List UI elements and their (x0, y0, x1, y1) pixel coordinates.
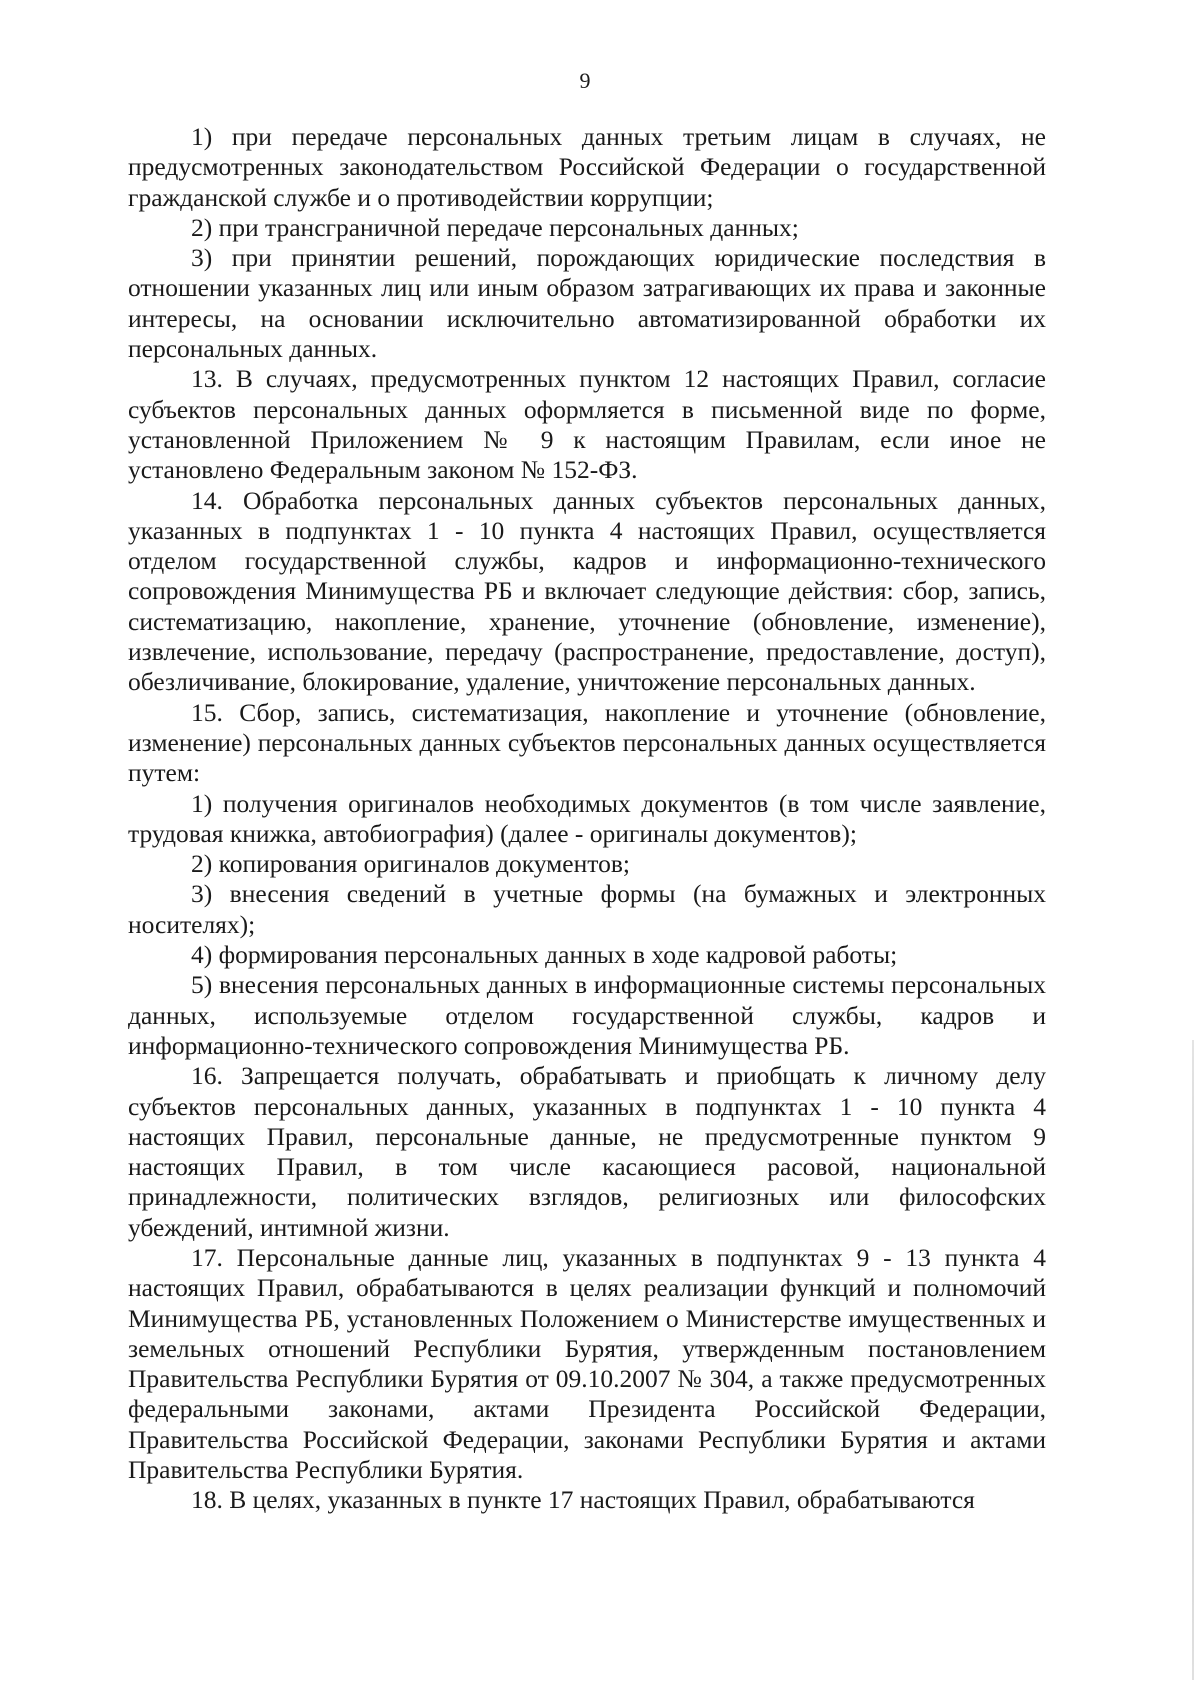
document-body (128, 122, 1046, 1516)
paragraph-clause-15-item-2: 2) копирования оригиналов документов; (191, 849, 630, 879)
paragraph-clause-13: 13. В случаях, предусмотренных пунктом 12 настоящих Правил, согласие субъектов персональных данных оформляется в письменной виде по форме, установленной Приложением № 9 к настоящим Правилам, если иное не установлено Федеральным законом № 152-ФЗ. (128, 364, 1046, 485)
paragraph-clause-15-item-1: 1) получения оригиналов необходимых документов (в том числе заявление, трудовая книжка, автобиография) (далее - оригиналы документов); (128, 788, 1046, 848)
paragraph-clause-16: 16. Запрещается получать, обрабатывать и приобщать к личному делу субъектов персональных данных, указанных в подпунктах 1 - 10 пункта 4 настоящих Правил, персональные данные, не предусмотренные пунктом 9 настоящих Правил, в том числе касающиеся расовой, национальной принадлежности, политических взглядов, религиозных или философских убеждений, интимной жизни. (128, 1061, 1046, 1242)
paragraph-clause-14: 14. Обработка персональных данных субъектов персональных данных, указанных в подпунктах 1 - 10 пункта 4 настоящих Правил, осуществляется отделом государственной службы, кадров и информационно-технического сопровождения Минимущества РБ и включает следующие действия: сбор, запись, систематизацию, накопление, хранение, уточнение (обновление, изменение), извлечение, использование, передачу (распространение, предоставление, доступ), обезличивание, блокирование, удаление, уничтожение персональных данных. (128, 485, 1046, 697)
paragraph-clause-15-item-3: 3) внесения сведений в учетные формы (на бумажных и электронных носителях); (128, 879, 1046, 939)
page-number: 9 (579, 68, 591, 93)
paragraph-clause-15-item-4: 4) формирования персональных данных в ходе кадровой работы; (191, 940, 898, 970)
paragraph-clause-17: 17. Персональные данные лиц, указанных в подпунктах 9 - 13 пункта 4 настоящих Правил, обрабатываются в целях реализации функций и полномочий Минимущества РБ, установленных Положением о Министерстве имущественных и земельных отношений Республики Бурятия, утвержденным постановлением Правительства Республики Бурятия от 09.10.2007 № 304, а также предусмотренных федеральными законами, актами Президента Российской Федерации, Правительства Российской Федерации, законами Республики Бурятия и актами Правительства Республики Бурятия. (128, 1242, 1046, 1485)
paragraph-item-2-cross-border: 2) при трансграничной передаче персональных данных; (191, 212, 799, 242)
paragraph-clause-15-item-5: 5) внесения персональных данных в информационные системы персональных данных, используемые отделом государственной службы, кадров и информационно-технического сопровождения Минимущества РБ. (128, 970, 1046, 1060)
paragraph-clause-18: 18. В целях, указанных в пункте 17 настоящих Правил, обрабатываются (191, 1485, 975, 1515)
paragraph-clause-15: 15. Сбор, запись, систематизация, накопление и уточнение (обновление, изменение) персональных данных субъектов персональных данных осуществляется путем: (128, 697, 1046, 788)
scan-edge-mark (1192, 1040, 1194, 1680)
paragraph-item-3-automated-decisions: 3) при принятии решений, порождающих юридические последствия в отношении указанных лиц или иным образом затрагивающих их права и законные интересы, на основании исключительно автоматизированной обработки их персональных данных. (128, 243, 1046, 364)
paragraph-item-1-transfer-third-parties: 1) при передаче персональных данных третьим лицам в случаях, не предусмотренных законодательством Российской Федерации о государственной гражданской службе и о противодействии коррупции; (128, 122, 1046, 212)
